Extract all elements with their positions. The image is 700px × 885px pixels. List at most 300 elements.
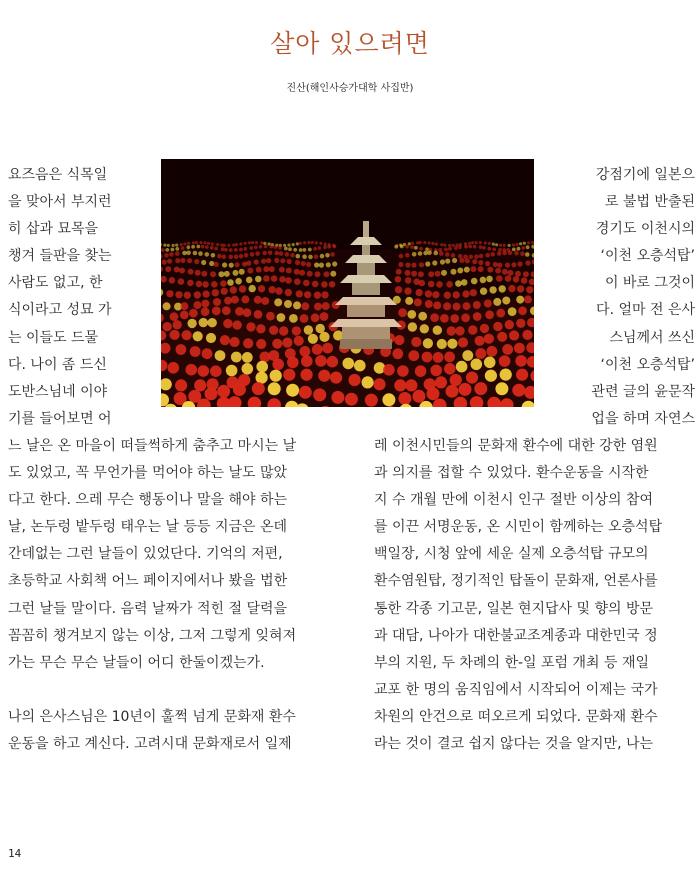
text-line: ‘이천 오층석탑’ bbox=[600, 356, 695, 373]
lantern-light bbox=[165, 248, 169, 252]
lantern-light bbox=[314, 262, 319, 267]
lantern-light bbox=[286, 268, 292, 274]
lantern-light bbox=[224, 248, 228, 252]
lantern-light bbox=[508, 270, 514, 276]
lantern-light bbox=[239, 285, 246, 292]
lantern-light bbox=[520, 251, 525, 256]
lantern-light bbox=[478, 266, 484, 272]
lantern-light bbox=[458, 245, 462, 249]
lantern-light bbox=[425, 261, 430, 266]
lantern-light bbox=[502, 269, 508, 275]
text-line: 가는 무슨 무슨 날들이 어디 한둘이겠는가. bbox=[8, 654, 265, 671]
lantern-light bbox=[405, 277, 412, 284]
lantern-light bbox=[302, 254, 307, 259]
lantern-light bbox=[261, 259, 266, 264]
lantern-light bbox=[163, 244, 166, 247]
lantern-light bbox=[425, 290, 432, 297]
lantern-light bbox=[419, 280, 426, 287]
lantern-light bbox=[493, 262, 498, 267]
lantern-light bbox=[211, 242, 214, 245]
lantern-light bbox=[330, 271, 336, 277]
lantern-light bbox=[484, 241, 487, 244]
lantern-light bbox=[212, 289, 219, 296]
text-line: 나의 은사스님은 10년이 훌쩍 넘게 문화재 환수 bbox=[8, 708, 296, 725]
lantern-light bbox=[248, 241, 251, 244]
text-line: 꼼꼼히 챙겨보지 않는 이상, 그저 그렇게 잊혀져 bbox=[8, 627, 297, 644]
lantern-light bbox=[448, 247, 452, 251]
lantern-light bbox=[497, 263, 502, 268]
lantern-light bbox=[224, 271, 230, 277]
lantern-light bbox=[268, 286, 275, 293]
lantern-light bbox=[283, 244, 286, 247]
lantern-light bbox=[301, 261, 306, 266]
text-line: 히 삽과 묘목을 bbox=[8, 221, 99, 238]
lantern-light bbox=[227, 244, 230, 247]
lantern-light bbox=[293, 248, 297, 252]
lantern-light bbox=[513, 276, 520, 283]
wrap-text-right bbox=[560, 162, 695, 433]
lantern-light bbox=[408, 242, 411, 245]
lantern-light bbox=[222, 262, 227, 267]
text-line: 그런 날들 말이다. 음력 날짜가 적힌 절 달력을 bbox=[8, 600, 288, 617]
text-line: 환수염원탑, 정기적인 탑돌이 문화재, 언론사를 bbox=[374, 573, 658, 590]
lantern-light bbox=[299, 248, 303, 252]
text-line: 식이라고 성묘 가 bbox=[8, 302, 112, 319]
text-line: 느 날은 온 마을이 떠들썩하게 춤추고 마시는 날 bbox=[8, 438, 297, 454]
lantern-light bbox=[455, 280, 462, 287]
lantern-light bbox=[222, 254, 227, 259]
lantern-light bbox=[279, 267, 285, 273]
lantern-light bbox=[303, 241, 306, 244]
lantern-light bbox=[461, 279, 468, 286]
lantern-light bbox=[488, 242, 491, 245]
text-line: 을 맞아서 부지런 bbox=[8, 194, 112, 211]
lantern-light bbox=[474, 254, 479, 259]
lantern-light bbox=[405, 245, 409, 249]
lantern-light bbox=[262, 251, 267, 256]
lantern-light bbox=[202, 281, 209, 288]
lantern-light bbox=[287, 244, 290, 247]
lantern-light bbox=[399, 254, 404, 259]
lantern-light bbox=[239, 269, 245, 275]
lantern-light bbox=[485, 253, 490, 258]
lantern-light bbox=[229, 248, 233, 252]
lantern-light bbox=[167, 244, 170, 247]
lantern-light bbox=[246, 261, 251, 266]
lantern-light bbox=[512, 243, 515, 246]
lantern-light bbox=[423, 241, 426, 244]
lantern-light bbox=[312, 281, 319, 288]
lantern-light bbox=[512, 248, 516, 252]
lantern-light bbox=[464, 267, 470, 273]
lantern-light bbox=[317, 246, 321, 250]
lantern-light bbox=[303, 248, 307, 252]
lantern-light bbox=[165, 266, 171, 272]
text-line: 챙겨 들판을 찾는 bbox=[8, 248, 112, 265]
lantern-light bbox=[194, 291, 201, 298]
text-line: 차원의 안건으로 떠오르게 되었다. 문화재 환수 bbox=[374, 708, 658, 725]
lantern-light bbox=[306, 262, 311, 267]
lantern-light bbox=[162, 260, 167, 265]
lantern-light bbox=[411, 242, 414, 245]
body-column-left bbox=[8, 433, 328, 758]
lantern-light bbox=[239, 242, 242, 245]
lantern-light bbox=[313, 247, 317, 251]
lantern-light bbox=[445, 252, 450, 257]
glow-overlay bbox=[161, 299, 534, 407]
wrap-text-left bbox=[8, 162, 168, 433]
lantern-light bbox=[255, 276, 262, 283]
text-line: 통한 각종 기고문, 일본 현지답사 및 향의 방문 bbox=[374, 600, 654, 617]
text-line: 날, 논두렁 밭두렁 태우는 날 등등 지금은 온데 bbox=[8, 519, 288, 536]
lantern-light bbox=[324, 271, 330, 277]
text-line: ‘이천 오층석탑’ bbox=[600, 248, 695, 265]
lantern-light bbox=[196, 245, 200, 249]
lantern-light bbox=[263, 275, 270, 282]
lantern-light bbox=[235, 262, 240, 267]
lantern-light bbox=[444, 292, 451, 299]
lantern-light bbox=[202, 290, 209, 297]
lantern-light bbox=[290, 253, 295, 258]
lantern-light bbox=[269, 245, 273, 249]
lantern-light bbox=[405, 253, 410, 258]
lantern-light bbox=[527, 241, 530, 244]
lantern-light bbox=[201, 245, 205, 249]
lantern-light bbox=[274, 258, 279, 263]
lantern-light bbox=[321, 281, 328, 288]
lantern-light bbox=[398, 262, 403, 267]
lantern-light bbox=[470, 289, 477, 296]
lantern-light bbox=[216, 243, 219, 246]
lantern-light bbox=[296, 242, 299, 245]
lantern-light bbox=[427, 251, 432, 256]
lantern-light bbox=[519, 242, 522, 245]
lantern-light bbox=[515, 243, 518, 246]
text-line: 레 이천시민들의 문화재 환수에 대한 강한 염원 bbox=[374, 438, 658, 454]
text-line: 도 있었고, 꼭 무언가를 먹어야 하는 날도 많았 bbox=[8, 465, 288, 482]
page-number: 14 bbox=[8, 847, 22, 860]
lantern-light bbox=[247, 268, 253, 274]
lantern-light bbox=[411, 263, 416, 268]
lantern-light bbox=[495, 243, 498, 246]
lantern-light bbox=[395, 286, 402, 293]
lantern-light bbox=[304, 291, 311, 298]
lantern-light bbox=[175, 244, 178, 247]
lantern-light bbox=[490, 252, 495, 257]
lantern-light bbox=[502, 251, 507, 256]
lantern-light bbox=[462, 290, 469, 297]
lantern-light bbox=[508, 285, 515, 292]
lantern-light bbox=[192, 241, 195, 244]
lantern-light bbox=[209, 261, 214, 266]
lantern-light bbox=[271, 275, 278, 282]
lantern-light bbox=[278, 246, 282, 250]
lantern-light bbox=[258, 285, 265, 292]
lantern-light bbox=[279, 251, 284, 256]
lantern-light bbox=[211, 253, 216, 258]
lantern-light bbox=[487, 267, 493, 273]
lantern-light bbox=[435, 271, 441, 277]
lantern-light bbox=[292, 243, 295, 246]
lantern-light bbox=[465, 258, 470, 263]
lantern-light bbox=[263, 242, 266, 245]
lantern-light bbox=[249, 285, 256, 292]
text-line: 다. 나이 좀 드신 bbox=[8, 356, 107, 373]
lantern-light bbox=[438, 248, 442, 252]
lantern-light bbox=[395, 276, 402, 283]
lantern-light bbox=[221, 247, 225, 251]
lantern-light bbox=[263, 266, 269, 272]
lantern-light bbox=[285, 289, 292, 296]
lantern-light bbox=[326, 262, 331, 267]
lantern-light bbox=[415, 289, 422, 296]
lantern-light bbox=[470, 266, 476, 272]
lantern-light bbox=[188, 269, 194, 275]
text-line: 지 수 개월 만에 이천시 인구 절반 이상의 참여 bbox=[374, 492, 654, 509]
lantern-light bbox=[479, 254, 484, 259]
lantern-light bbox=[404, 287, 411, 294]
text-line: 운동을 하고 계신다. 고려시대 문화재로서 일제 bbox=[8, 736, 292, 753]
lantern-light bbox=[434, 251, 439, 256]
lantern-light bbox=[308, 255, 313, 260]
lantern-light bbox=[169, 252, 174, 257]
lantern-light bbox=[394, 245, 398, 249]
lantern-light bbox=[249, 246, 253, 250]
lantern-light bbox=[182, 251, 187, 256]
lantern-light bbox=[468, 245, 472, 249]
lantern-light bbox=[495, 268, 501, 274]
lantern-light bbox=[288, 247, 292, 251]
text-line: 백일장, 시청 앞에 세운 실제 오층석탑 규모의 bbox=[374, 546, 649, 563]
lantern-light bbox=[244, 253, 249, 258]
lantern-light bbox=[314, 254, 319, 259]
text-line: 초등학교 사회책 어느 페이지에서나 봤을 법한 bbox=[8, 573, 288, 590]
lantern-light bbox=[230, 286, 237, 293]
lantern-light bbox=[264, 245, 268, 249]
lantern-light bbox=[451, 269, 457, 275]
lantern-light bbox=[285, 277, 292, 284]
lantern-light bbox=[319, 242, 322, 245]
lantern-light bbox=[244, 242, 247, 245]
text-line: 과 의지를 접할 수 있었다. 환수운동을 시작한 bbox=[374, 465, 649, 482]
text-line: 과 대담, 나아가 대한불교조계종과 대한민국 정 bbox=[374, 627, 658, 644]
lantern-light bbox=[508, 251, 513, 256]
lantern-light bbox=[254, 259, 259, 264]
lantern-light bbox=[492, 247, 496, 251]
lantern-light bbox=[480, 277, 487, 284]
text-line: 를 이끈 서명운동, 온 시민이 함께하는 오층석탑 bbox=[374, 519, 663, 536]
lantern-light bbox=[169, 277, 176, 284]
lantern-light bbox=[503, 244, 506, 247]
lantern-light bbox=[511, 262, 516, 267]
lantern-light bbox=[280, 258, 285, 263]
article-author: 진산(해인사승가대학 사집반) bbox=[286, 83, 414, 94]
lantern-light bbox=[457, 268, 463, 274]
lantern-light bbox=[485, 261, 490, 266]
lantern-light bbox=[414, 246, 418, 250]
lantern-light bbox=[294, 278, 301, 285]
lantern-light bbox=[251, 241, 254, 244]
lantern-light bbox=[517, 247, 521, 251]
lantern-light bbox=[285, 252, 290, 257]
pagoda-body bbox=[357, 263, 375, 275]
text-line: 강점기에 일본으 bbox=[595, 167, 695, 183]
lantern-light bbox=[473, 245, 477, 249]
lantern-light bbox=[294, 269, 300, 275]
lantern-light bbox=[255, 251, 260, 256]
lantern-light bbox=[184, 292, 191, 299]
lantern-light bbox=[211, 281, 218, 288]
lantern-light bbox=[452, 244, 455, 247]
lantern-light bbox=[479, 245, 483, 249]
text-line: 스님께서 쓰신 bbox=[609, 329, 695, 346]
lantern-light bbox=[243, 247, 247, 251]
lantern-light bbox=[319, 263, 324, 268]
lantern-light bbox=[472, 259, 477, 264]
lantern-light bbox=[191, 245, 195, 249]
lantern-light bbox=[471, 278, 478, 285]
lantern-light bbox=[498, 248, 502, 252]
lantern-light bbox=[180, 258, 185, 263]
lantern-light bbox=[444, 248, 448, 252]
lantern-light bbox=[214, 262, 219, 267]
lantern-light bbox=[523, 242, 526, 245]
lantern-light bbox=[268, 251, 273, 256]
lantern-light bbox=[246, 277, 253, 284]
lantern-light bbox=[307, 271, 313, 277]
lantern-light bbox=[175, 258, 180, 263]
lantern-light bbox=[233, 270, 239, 276]
lantern-light bbox=[523, 271, 529, 277]
lantern-light bbox=[314, 292, 321, 299]
text-line: 관련 글의 윤문작 bbox=[591, 383, 695, 400]
lantern-light bbox=[321, 291, 328, 298]
lantern-light bbox=[193, 251, 198, 256]
lantern-light bbox=[161, 248, 165, 252]
lantern-light bbox=[419, 241, 422, 244]
lantern-light bbox=[296, 290, 303, 297]
lantern-light bbox=[179, 268, 185, 274]
lantern-light bbox=[274, 245, 278, 249]
lantern-light bbox=[175, 291, 182, 298]
lantern-light bbox=[330, 252, 335, 257]
text-line: 도반스님네 이야 bbox=[8, 383, 108, 400]
lantern-light bbox=[499, 244, 502, 247]
lantern-light bbox=[167, 259, 172, 264]
lantern-light bbox=[214, 247, 218, 251]
lantern-light bbox=[327, 245, 331, 249]
body-column-right bbox=[374, 433, 690, 758]
lantern-light bbox=[220, 280, 227, 287]
lantern-light bbox=[266, 258, 271, 263]
lantern-light bbox=[259, 245, 263, 249]
lantern-light bbox=[492, 243, 495, 246]
lantern-light bbox=[432, 291, 439, 298]
lantern-light bbox=[419, 262, 424, 267]
lantern-light bbox=[311, 241, 314, 244]
lantern-light bbox=[432, 260, 437, 265]
text-line: 라는 것이 결코 쉽지 않다는 것을 알지만, 나는 bbox=[374, 736, 654, 753]
lantern-light bbox=[201, 271, 207, 277]
lantern-light bbox=[234, 254, 239, 259]
lantern-light bbox=[207, 242, 210, 245]
text-line: 는 이들도 드물 bbox=[8, 329, 99, 346]
text-line: 로 불법 반출된 bbox=[604, 194, 695, 211]
lantern-light bbox=[515, 271, 521, 277]
lantern-light bbox=[410, 245, 414, 249]
lantern-light bbox=[480, 288, 487, 295]
lantern-light bbox=[496, 275, 503, 282]
lantern-light bbox=[521, 246, 525, 250]
lantern-light bbox=[307, 241, 310, 244]
lantern-light bbox=[486, 276, 493, 283]
lantern-light bbox=[489, 286, 496, 293]
lantern-light bbox=[274, 251, 279, 256]
lantern-light bbox=[418, 271, 424, 277]
lantern-light bbox=[505, 275, 512, 282]
lantern-light bbox=[440, 243, 443, 246]
lantern-light bbox=[254, 245, 258, 249]
text-line: 기를 들어보면 어 bbox=[8, 410, 112, 427]
text-line: 요즈음은 식목일 bbox=[8, 167, 108, 183]
lantern-light bbox=[299, 270, 305, 276]
pagoda-roof bbox=[340, 275, 392, 283]
lantern-light bbox=[178, 278, 185, 285]
lantern-light bbox=[324, 243, 327, 246]
lantern-light bbox=[525, 260, 530, 265]
lantern-light bbox=[180, 243, 183, 246]
lantern-light bbox=[221, 288, 228, 295]
lantern-light bbox=[287, 259, 292, 264]
photo-ceiling bbox=[161, 159, 534, 249]
lantern-light bbox=[440, 259, 445, 264]
lantern-photo-art bbox=[161, 159, 534, 407]
lantern-light bbox=[487, 247, 491, 251]
lantern-light bbox=[194, 259, 199, 264]
lantern-light bbox=[508, 244, 511, 247]
lantern-light bbox=[517, 285, 524, 292]
lantern-light bbox=[526, 286, 533, 293]
lantern-light bbox=[459, 258, 464, 263]
lantern-light bbox=[431, 242, 434, 245]
lantern-light bbox=[517, 261, 522, 266]
lantern-light bbox=[279, 276, 286, 283]
lantern-light bbox=[303, 280, 310, 287]
lantern-light bbox=[186, 245, 190, 249]
lantern-light bbox=[174, 267, 180, 273]
lantern-light bbox=[198, 251, 203, 256]
lantern-light bbox=[250, 252, 255, 257]
lantern-light bbox=[308, 248, 312, 252]
lantern-light bbox=[323, 245, 327, 249]
lantern-light bbox=[333, 245, 337, 249]
lantern-light bbox=[418, 251, 423, 256]
text-line: 이 바로 그것이 bbox=[604, 275, 695, 292]
lantern-light bbox=[275, 287, 282, 294]
lantern-light bbox=[435, 243, 438, 246]
pagoda-body bbox=[352, 283, 380, 295]
lantern-light bbox=[505, 263, 510, 268]
lantern-light bbox=[396, 269, 402, 275]
lantern-light bbox=[203, 241, 206, 244]
lantern-light bbox=[239, 254, 244, 259]
lantern-light bbox=[428, 271, 434, 277]
lantern-light bbox=[269, 266, 275, 272]
lantern-light bbox=[451, 253, 456, 258]
lantern-light bbox=[234, 248, 238, 252]
article-title: 살아 있으려면 bbox=[270, 29, 430, 58]
lantern-light bbox=[210, 246, 214, 250]
